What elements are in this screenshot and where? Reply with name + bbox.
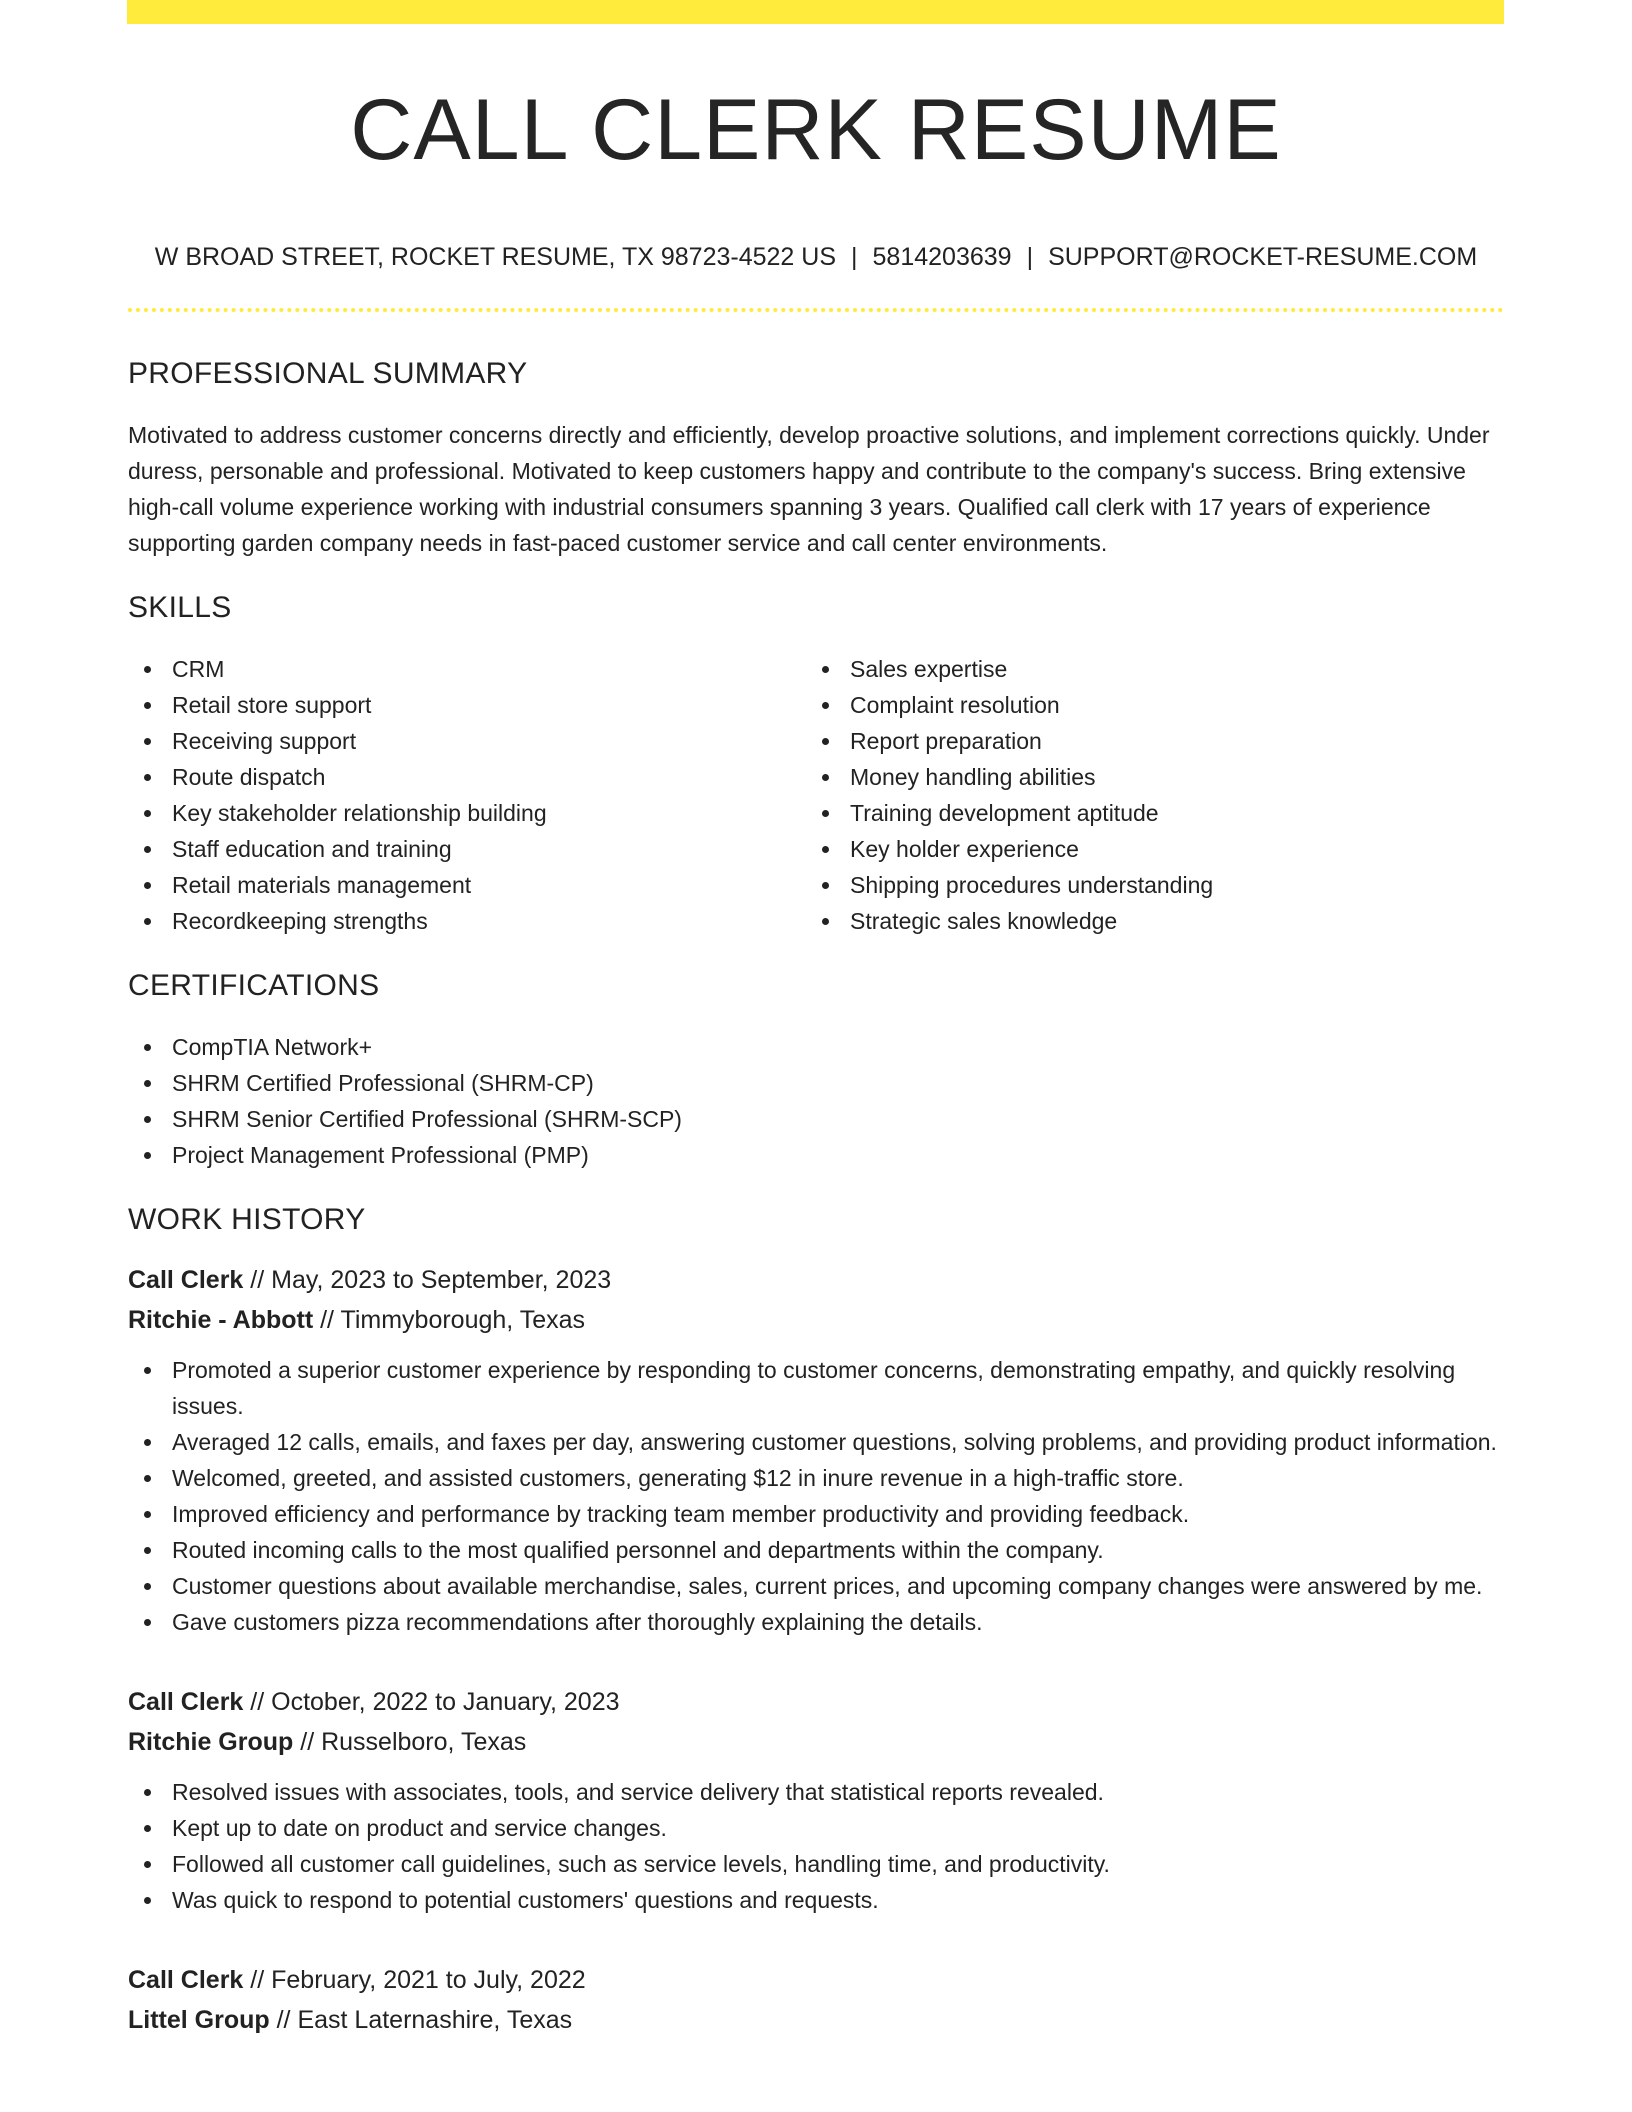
contact-line (128, 242, 1504, 272)
contact-email: SUPPORT@ROCKET-RESUME.COM (1048, 243, 1478, 271)
certification-item: SHRM Certified Professional (SHRM-CP) (128, 1065, 1504, 1101)
job-bullet: Routed incoming calls to the most qualified personnel and departments within the company. (128, 1532, 1504, 1568)
job-company: Ritchie Group (128, 1728, 294, 1756)
contact-separator: | (1026, 243, 1034, 271)
job-role: Call Clerk (128, 1688, 244, 1716)
job-company-line (128, 1722, 1504, 1762)
skill-item: Complaint resolution (806, 687, 1484, 723)
job-dates: // February, 2021 to July, 2022 (243, 1966, 586, 1994)
job-location: // Russelboro, Texas (293, 1728, 527, 1756)
job-role-line (128, 1260, 1504, 1300)
job-role-line (128, 1960, 1504, 2000)
job-role: Call Clerk (128, 1966, 244, 1994)
job-bullet: Gave customers pizza recommendations after thoroughly explaining the details. (128, 1604, 1504, 1640)
skill-item: Route dispatch (128, 759, 806, 795)
job-bullet: Customer questions about available merchandise, sales, current prices, and upcoming company changes were answered by me. (128, 1568, 1504, 1604)
job-role-line (128, 1682, 1504, 1722)
skill-item: Shipping procedures understanding (806, 867, 1484, 903)
certification-item: CompTIA Network+ (128, 1029, 1504, 1065)
skill-item: Report preparation (806, 723, 1484, 759)
job-bullet: Followed all customer call guidelines, such as service levels, handling time, and productivity. (128, 1846, 1504, 1882)
job-bullet: Resolved issues with associates, tools, and service delivery that statistical reports revealed. (128, 1774, 1504, 1810)
certification-item: SHRM Senior Certified Professional (SHRM-SCP) (128, 1101, 1504, 1137)
job-bullet: Promoted a superior customer experience by responding to customer concerns, demonstrating empathy, and quickly resolving issues. (128, 1352, 1504, 1424)
skills-list-right (806, 651, 1484, 939)
job-role: Call Clerk (128, 1266, 244, 1294)
resume-title: CALL CLERK RESUME (350, 82, 1282, 178)
skill-item: Recordkeeping strengths (128, 903, 806, 939)
job-bullet: Welcomed, greeted, and assisted customers, generating $12 in inure revenue in a high-traffic store. (128, 1460, 1504, 1496)
job-location: // Timmyborough, Texas (313, 1306, 586, 1334)
contact-separator: | (851, 243, 858, 271)
certifications-heading: CERTIFICATIONS (128, 969, 380, 1002)
resume-content (128, 0, 1504, 2040)
skill-item: Retail store support (128, 687, 806, 723)
job-entry (128, 1260, 1504, 1640)
skill-item: Retail materials management (128, 867, 806, 903)
job-entry (128, 1682, 1504, 1918)
skill-item: Key stakeholder relationship building (128, 795, 806, 831)
job-dates: // May, 2023 to September, 2023 (243, 1266, 612, 1294)
job-bullet: Kept up to date on product and service changes. (128, 1810, 1504, 1846)
job-company-line (128, 1300, 1504, 1340)
job-bullets (128, 1352, 1504, 1640)
job-bullet: Was quick to respond to potential customers' questions and requests. (128, 1882, 1504, 1918)
certifications-list (128, 1029, 1504, 1173)
skill-item: Staff education and training (128, 831, 806, 867)
work-history-heading: WORK HISTORY (128, 1203, 366, 1236)
skills-list-left (128, 651, 806, 939)
job-bullet: Averaged 12 calls, emails, and faxes per day, answering customer questions, solving problems, and providing product information. (128, 1424, 1504, 1460)
skill-item: Receiving support (128, 723, 806, 759)
skills-heading: SKILLS (128, 591, 232, 624)
skills-columns (128, 651, 1504, 939)
skill-item: Money handling abilities (806, 759, 1484, 795)
job-location: // East Laternashire, Texas (269, 2006, 573, 2034)
job-company: Littel Group (128, 2006, 270, 2034)
job-company: Ritchie - Abbott (128, 1306, 314, 1334)
job-company-line (128, 2000, 1504, 2040)
skill-item: Strategic sales knowledge (806, 903, 1484, 939)
job-bullet: Improved efficiency and performance by tracking team member productivity and providing feedback. (128, 1496, 1504, 1532)
summary-text: Motivated to address customer concerns directly and efficiently, develop proactive solutions, and implement corrections quickly. Under duress, personable and professional. Motivated to keep customers happy and contribute to the company's success. Bring extensive high-call volume experience working with industrial consumers spanning 3 years. Qualified call clerk with 17 years of experience supporting garden company needs in fast-paced customer service and call center environments. (128, 422, 1490, 556)
contact-phone: 5814203639 (872, 243, 1012, 271)
contact-address: W BROAD STREET, ROCKET RESUME, TX 98723-4522 US (154, 243, 837, 271)
job-entry (128, 1960, 1504, 2040)
skill-item: CRM (128, 651, 806, 687)
job-dates: // October, 2022 to January, 2023 (243, 1688, 620, 1716)
certification-item: Project Management Professional (PMP) (128, 1137, 1504, 1173)
header-divider (128, 308, 1504, 312)
skill-item: Key holder experience (806, 831, 1484, 867)
job-bullets (128, 1774, 1504, 1918)
summary-heading: PROFESSIONAL SUMMARY (128, 357, 528, 390)
skill-item: Sales expertise (806, 651, 1484, 687)
skill-item: Training development aptitude (806, 795, 1484, 831)
